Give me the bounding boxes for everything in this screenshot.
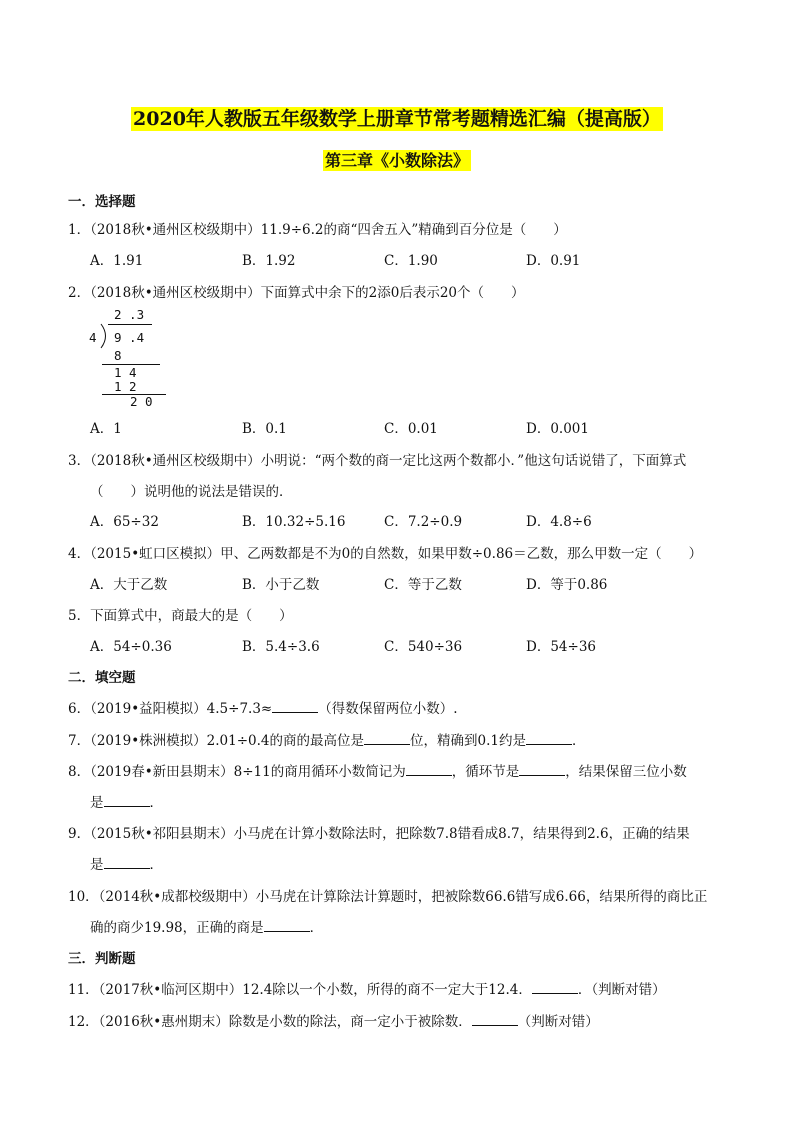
- division-bracket: [99, 323, 111, 349]
- question-7: 7．（2019•株洲模拟）2.01÷0.4的商的最高位是 位，精确到0.1约是 ．: [68, 733, 586, 749]
- q2-option-b: B．0.1: [242, 421, 287, 437]
- division-bar: [108, 324, 152, 325]
- answer-blank: [104, 794, 150, 807]
- question-1: 1．（2018秋•通州区校级期中）11.9÷6.2的商“四舍五入”精确到百分位是（ ）: [68, 222, 567, 238]
- question-4: 4．（2015•虹口区模拟）甲、乙两数都是不为0的自然数，如果甲数÷0.86＝乙数，那么甲数一定（ ）: [68, 546, 703, 562]
- q2-option-d: D．0.001: [526, 421, 589, 437]
- q5-option-b: B．5.4÷3.6: [242, 639, 320, 655]
- q3-option-b: B．10.32÷5.16: [242, 514, 346, 530]
- question-2: 2．（2018秋•通州区校级期中）下面算式中余下的2添0后表示20个（ ）: [68, 285, 525, 301]
- answer-blank: [526, 732, 572, 745]
- answer-blank: [472, 1013, 518, 1026]
- question-8-line-2: 是 ．: [90, 795, 163, 811]
- q2-option-c: C．0.01: [384, 421, 438, 437]
- question-11: 11．（2017秋•临河区期中）12.4除以一个小数，所得的商不一定大于12.4． ．（判断对错）: [68, 982, 666, 998]
- q1-option-c: C．1.90: [384, 253, 438, 269]
- q3-option-d: D．4.8÷6: [526, 514, 592, 530]
- q4-option-c: C．等于乙数: [384, 577, 462, 593]
- answer-blank: [104, 856, 150, 869]
- question-3-line-1: 3．（2018秋•通州区校级期中）小明说：“两个数的商一定比这两个数都小．”他这句话说错了，下面算式: [68, 453, 687, 469]
- division-remainder: 2 0: [130, 394, 153, 409]
- answer-blank: [406, 763, 452, 776]
- question-12: 12．（2016秋•惠州期末）除数是小数的除法，商一定小于被除数． （判断对错）: [68, 1014, 599, 1030]
- q1-option-d: D．0.91: [526, 253, 581, 269]
- answer-blank: [264, 919, 310, 932]
- question-9-line-2: 是 ．: [90, 857, 163, 873]
- question-10-line-1: 10．（2014秋•成都校级期中）小马虎在计算除法计算题时，把被除数66.6错写成6.66，结果所得的商比正: [68, 889, 708, 905]
- q1-option-a: A．1.91: [90, 253, 144, 269]
- long-division-diagram: [84, 305, 174, 409]
- division-divisor: 4: [89, 330, 97, 345]
- q4-option-a: A．大于乙数: [90, 577, 168, 593]
- q4-option-b: B．小于乙数: [242, 577, 320, 593]
- answer-blank: [519, 763, 565, 776]
- q5-option-a: A．54÷0.36: [90, 639, 172, 655]
- division-step-3: 1 2: [114, 379, 137, 394]
- question-8-line-1: 8．（2019春•新田县期末）8÷11的商用循环小数简记为 ，循环节是 ，结果保留三位小数: [68, 764, 687, 780]
- answer-blank: [272, 700, 318, 713]
- q2-option-a: A．1: [90, 421, 122, 437]
- chapter-title: 第三章《小数除法》: [324, 151, 469, 170]
- document-title: 2020年人教版五年级数学上册章节常考题精选汇编（提高版）: [133, 108, 661, 130]
- division-step-2: 1 4: [114, 365, 137, 380]
- section-heading-fill: 二．填空题: [68, 670, 136, 686]
- division-quotient: 2 .3: [114, 307, 145, 322]
- question-5: 5．下面算式中，商最大的是（ ）: [68, 608, 293, 624]
- q5-option-d: D．54÷36: [526, 639, 596, 655]
- q3-option-a: A．65÷32: [90, 514, 159, 530]
- section-heading-judge: 三．判断题: [68, 951, 136, 967]
- division-step-1: 8: [114, 348, 122, 363]
- question-3-line-2: （ ）说明他的说法是错误的．: [90, 484, 293, 500]
- answer-blank: [532, 981, 578, 994]
- q4-option-d: D．等于0.86: [526, 577, 608, 593]
- q3-option-c: C．7.2÷0.9: [384, 514, 463, 530]
- question-6: 6．（2019•益阳模拟）4.5÷7.3≈ （得数保留两位小数）.: [68, 701, 458, 717]
- section-heading-choice: 一．选择题: [68, 194, 136, 210]
- division-dividend: 9 .4: [114, 330, 145, 345]
- answer-blank: [364, 732, 410, 745]
- question-9-line-1: 9．（2015秋•祁阳县期末）小马虎在计算小数除法时，把除数7.8错看成8.7，结果得到2.6，正确的结果: [68, 826, 690, 842]
- q1-option-b: B．1.92: [242, 253, 296, 269]
- question-10-line-2: 确的商少19.98，正确的商是 ．: [90, 920, 324, 936]
- q5-option-c: C．540÷36: [384, 639, 463, 655]
